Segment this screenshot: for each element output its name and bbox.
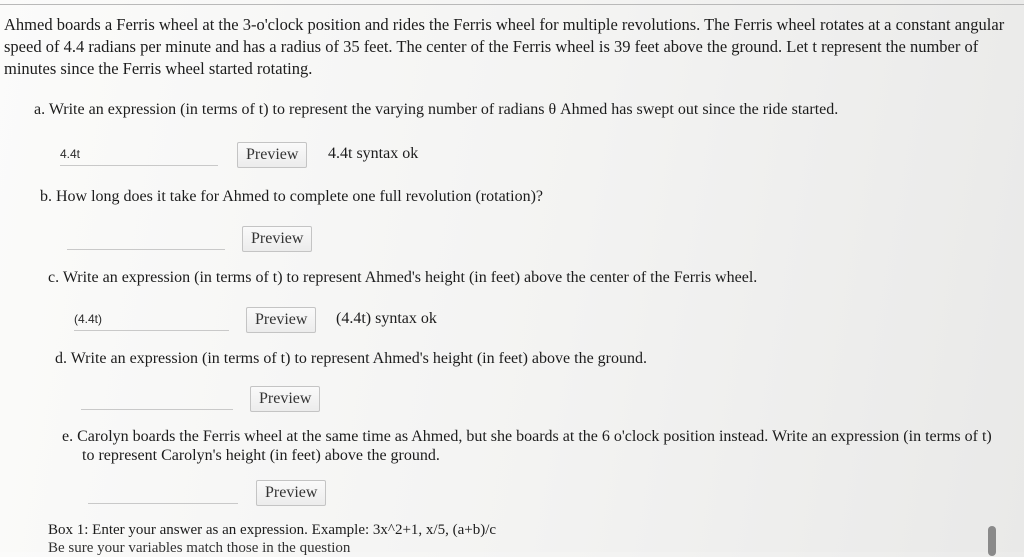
syntax-status-a: 4.4t syntax ok	[328, 145, 419, 162]
preview-button-d[interactable]: Preview	[250, 386, 320, 412]
answer-row-b	[67, 226, 367, 254]
preview-button-c[interactable]: Preview	[246, 307, 316, 333]
preview-button-b[interactable]: Preview	[242, 226, 312, 252]
top-divider	[0, 4, 1024, 5]
answer-input-c[interactable]	[74, 307, 229, 331]
question-a-prompt: a. Write an expression (in terms of t) to represent the varying number of radians θ Ahmed has swept out since the ride started.	[34, 101, 839, 118]
preview-button-e[interactable]: Preview	[256, 480, 326, 506]
box1-instructions: Box 1: Enter your answer as an expression. Example: 3x^2+1, x/5, (a+b)/c	[48, 522, 497, 538]
preview-button-a[interactable]: Preview	[237, 142, 307, 168]
answer-row-e	[88, 480, 388, 508]
answer-input-a[interactable]	[60, 142, 218, 166]
answer-row-a	[60, 142, 460, 170]
answer-row-c	[74, 307, 474, 335]
syntax-status-c: (4.4t) syntax ok	[336, 310, 437, 327]
problem-intro: Ahmed boards a Ferris wheel at the 3-o'clock position and rides the Ferris wheel for multiple revolutions. The Ferris wheel rotates at a constant angular speed of 4.4 radians per minute and has a radius of 35 feet. The center of the Ferris wheel is 39 feet above the ground. Let t represent the number of minutes since the Ferris wheel started rotating.	[4, 15, 1005, 78]
answer-input-b[interactable]	[67, 226, 225, 250]
question-d-prompt: d. Write an expression (in terms of t) to represent Ahmed's height (in feet) above the ground.	[55, 350, 647, 367]
question-e-prompt: e. Carolyn boards the Ferris wheel at the same time as Ahmed, but she boards at the 6 o'clock position instead. Write an expression (in terms of t) to represent Carolyn's height (in feet) above the ground.	[62, 428, 992, 464]
question-b-prompt: b. How long does it take for Ahmed to complete one full revolution (rotation)?	[40, 188, 543, 205]
answer-row-d	[81, 386, 381, 414]
question-c-prompt: c. Write an expression (in terms of t) to represent Ahmed's height (in feet) above the center of the Ferris wheel.	[48, 269, 758, 286]
variables-note: Be sure your variables match those in the question	[48, 540, 351, 556]
answer-input-e[interactable]	[88, 480, 238, 504]
answer-input-d[interactable]	[81, 386, 233, 410]
